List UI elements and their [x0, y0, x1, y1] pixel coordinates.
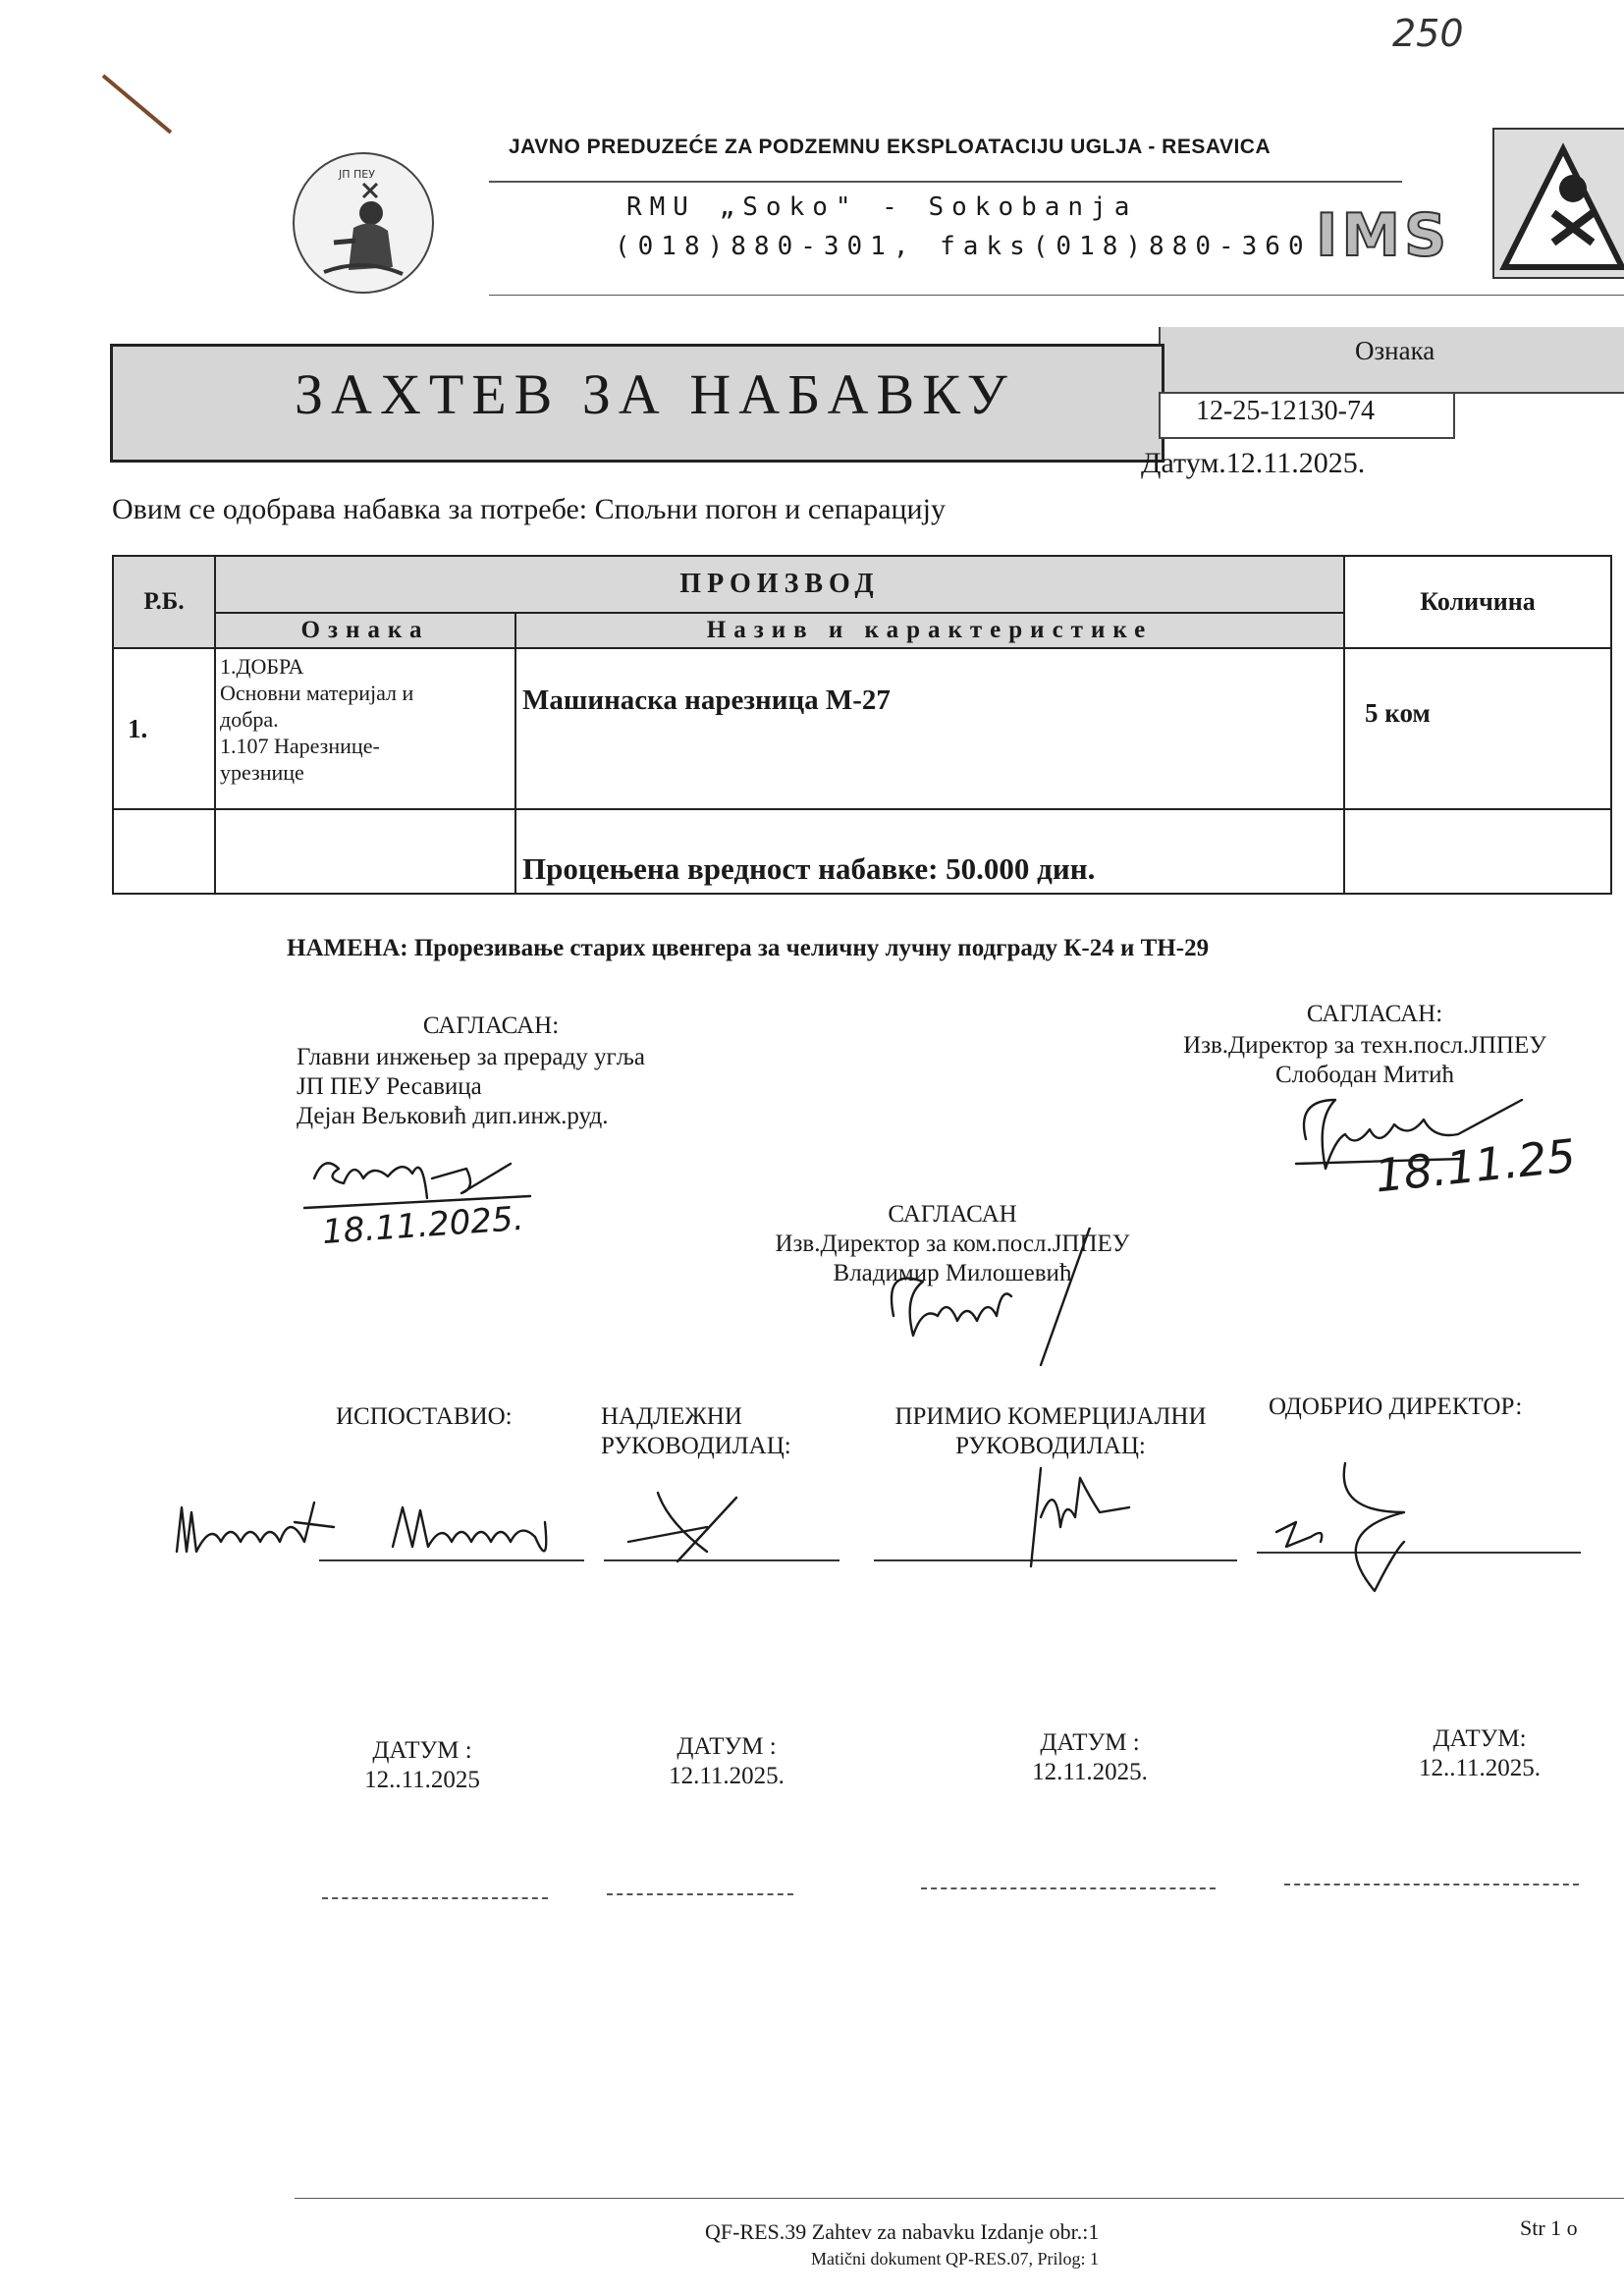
agreed-right-date: 18.11.25: [1372, 1128, 1579, 1203]
header-oznaka: Ознака: [215, 613, 515, 648]
document-code: 12-25-12130-74: [1196, 396, 1375, 426]
product-table: [112, 555, 1612, 895]
agreed-left-person: Дејан Вељковић дип.инж.руд.: [297, 1103, 609, 1129]
signature-director: [1267, 1453, 1463, 1601]
agreed-left-org: ЈП ПЕУ Ресавица: [297, 1073, 482, 1100]
estimated-value: Процењена вредност набавке: 50.000 дин.: [515, 809, 1344, 894]
dashed-line: [322, 1897, 548, 1899]
date-value: 12.11.2025.: [669, 1763, 785, 1789]
header-name: Назив и карактеристике: [515, 613, 1344, 648]
agreed-left-heading: САГЛАСАН:: [422, 1012, 560, 1039]
ims-emblem: [1492, 128, 1624, 279]
signature-manager: [589, 1483, 766, 1581]
dashed-line: [607, 1893, 793, 1895]
agreed-center-heading: САГЛАСАН: [888, 1201, 1017, 1228]
header-rule-top: [489, 181, 1402, 183]
agreed-center-role: Изв.Директор за ком.посл.ЈППЕУ: [775, 1230, 1130, 1257]
agreed-left-block: [295, 1011, 687, 1041]
empty-cell: [1344, 809, 1611, 894]
date-label: ДАТУМ :: [372, 1737, 472, 1764]
dashed-line: [1284, 1884, 1579, 1886]
header-rule-bottom: [489, 295, 1624, 296]
oznaka-line: урезнице: [220, 760, 304, 785]
agreed-left-details: [297, 1043, 645, 1131]
signature-issued: [167, 1483, 599, 1581]
label-issued: ИСПОСТАВИО:: [336, 1403, 513, 1430]
oznaka-line: добра.: [220, 707, 279, 732]
ims-logo: IMS: [1316, 201, 1451, 270]
footer-rule: [295, 2198, 1624, 2199]
date-issued: [334, 1736, 511, 1795]
label-commercial: ПРИМИО КОМЕРЦИЈАЛНИ РУКОВОДИЛАЦ:: [894, 1403, 1207, 1459]
agreed-center-person: Владимир Милошевић: [833, 1260, 1072, 1286]
purpose-line: НАМЕНА: Прорезивање старих цвенгера за челичну лучну подграду К-24 и ТН-29: [287, 935, 1210, 961]
company-logo: [293, 152, 434, 294]
date-manager: [638, 1732, 815, 1791]
row-oznaka: [215, 648, 515, 809]
empty-cell: [215, 809, 515, 894]
label-manager: НАДЛЕЖНИ РУКОВОДИЛАЦ:: [601, 1403, 791, 1459]
header-rb: Р.Б.: [113, 556, 215, 648]
date-label: ДАТУМ :: [677, 1733, 777, 1760]
date-label: ДАТУМ:: [1433, 1725, 1527, 1752]
footer-document: Matični dokument QP-RES.07, Prilog: 1: [811, 2249, 1100, 2269]
date-commercial: [1001, 1728, 1178, 1787]
row-name: Машинаска нарезница М-27: [515, 648, 1344, 809]
signature-commercial: [1001, 1458, 1178, 1576]
document-date: Датум.12.11.2025.: [1141, 447, 1366, 479]
company-name: RMU „Soko" - Sokobanja: [626, 192, 1138, 222]
dashed-line: [921, 1887, 1216, 1889]
date-director: [1377, 1724, 1583, 1783]
date-label: ДАТУМ :: [1040, 1729, 1140, 1756]
organization-name: JAVNO PREDUZEĆE ZA PODZEMNU EKSPLOATACIJU UGLJA - RESAVICA: [509, 136, 1272, 158]
agreed-right-person: Слободан Митић: [1274, 1062, 1454, 1088]
document-title: ЗАХТЕВ ЗА НАБАВКУ: [295, 362, 1015, 426]
agreed-left-date: 18.11.2025.: [320, 1198, 525, 1253]
date-value: 12.11.2025.: [1032, 1759, 1148, 1785]
logo-ring-text: ЈП ПЕУ: [339, 168, 375, 181]
date-value: 12..11.2025.: [1418, 1755, 1542, 1781]
oznaka-line: 1.ДОБРА: [220, 654, 304, 679]
date-value: 12..11.2025: [364, 1767, 480, 1793]
label-director: ОДОБРИО ДИРЕКТОР:: [1269, 1394, 1523, 1420]
approval-statement: Овим се одобрава набавка за потребе: Спољни погон и сепарацију: [112, 493, 946, 525]
code-label: Ознака: [1355, 336, 1435, 365]
oznaka-line: 1.107 Нарезнице-: [220, 734, 380, 758]
company-phone: (018)880-301, faks(018)880-360: [615, 232, 1312, 261]
row-quantity: 5 ком: [1344, 648, 1611, 809]
empty-cell: [113, 809, 215, 894]
agreed-left-role: Главни инжењер за прераду угља: [297, 1044, 645, 1070]
agreed-right-heading: САГЛАСАН:: [1306, 1001, 1443, 1027]
row-rb: 1.: [113, 648, 215, 809]
header-product: ПРОИЗВОД: [215, 556, 1344, 613]
footer-page: Str 1 o: [1520, 2215, 1578, 2240]
agreed-center-signature: [864, 1228, 1100, 1385]
agreed-right-role: Изв.Директор за техн.посл.ЈППЕУ: [1183, 1032, 1546, 1059]
oznaka-line: Основни материјал и: [220, 681, 414, 705]
page-number: 250: [1392, 12, 1464, 55]
footer-form: QF-RES.39 Zahtev za nabavku Izdanje obr.:1: [705, 2219, 1100, 2244]
header-quantity: Количина: [1344, 556, 1611, 648]
table-row: [113, 648, 1611, 809]
pen-scratch: [102, 74, 173, 134]
